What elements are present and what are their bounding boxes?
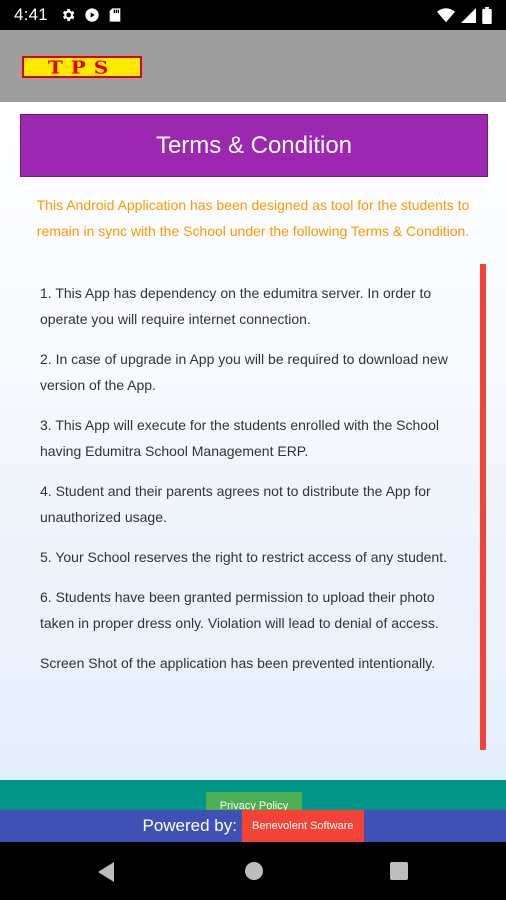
term-item: 4. Student and their parents agrees not to distribute the App for unauthorized usage. [40,483,431,525]
status-notification-icons [60,7,122,23]
term-item: 5. Your School reserves the right to restrict access of any student. [40,549,447,565]
privacy-bar [0,780,506,810]
screenshot-notice: Screen Shot of the application has been prevented intentionally. [40,655,436,671]
home-button[interactable] [244,861,264,886]
sd-card-icon [108,7,122,23]
school-logo [22,56,142,78]
signal-icon [461,8,476,23]
recents-button[interactable] [390,862,408,885]
privacy-policy-button[interactable]: Privacy Policy [206,792,302,810]
term-item: 3. This App will execute for the students enrolled with the School having Edumitra School Management ERP. [40,417,439,459]
intro-text: This Android Application has been designed as tool for the students to remain in sync with the School under the following Terms & Condition. [36,197,470,239]
gear-icon [60,7,76,23]
page-title-banner [20,114,488,177]
back-icon [96,861,116,883]
play-icon [84,7,100,23]
powered-by-bar [0,810,506,842]
logo-text: TPS [47,56,117,78]
battery-icon [482,7,492,24]
term-item: 6. Students have been granted permission to upload their photo taken in proper dress only. Violation will lead to denial of access. [40,589,439,631]
wifi-icon [437,8,455,23]
term-item: 1. This App has dependency on the edumitra server. In order to operate you will require internet connection. [40,285,432,327]
term-item: 2. In case of upgrade in App you will be required to download new version of the App. [40,351,448,393]
app-bar [0,30,506,102]
status-time: 4:41 [14,5,48,24]
recents-icon [390,862,408,880]
terms-list [40,280,460,690]
powered-by-label: Powered by: [142,816,237,835]
back-button[interactable] [96,861,116,888]
status-system-icons [437,7,492,24]
status-bar [0,0,506,30]
page-title: Terms & Condition [155,131,353,159]
terms-content[interactable] [0,102,506,780]
system-nav-bar [0,842,506,900]
benevolent-software-button[interactable]: Benevolent Software [242,810,364,842]
accent-divider [480,264,486,750]
home-icon [244,861,264,881]
